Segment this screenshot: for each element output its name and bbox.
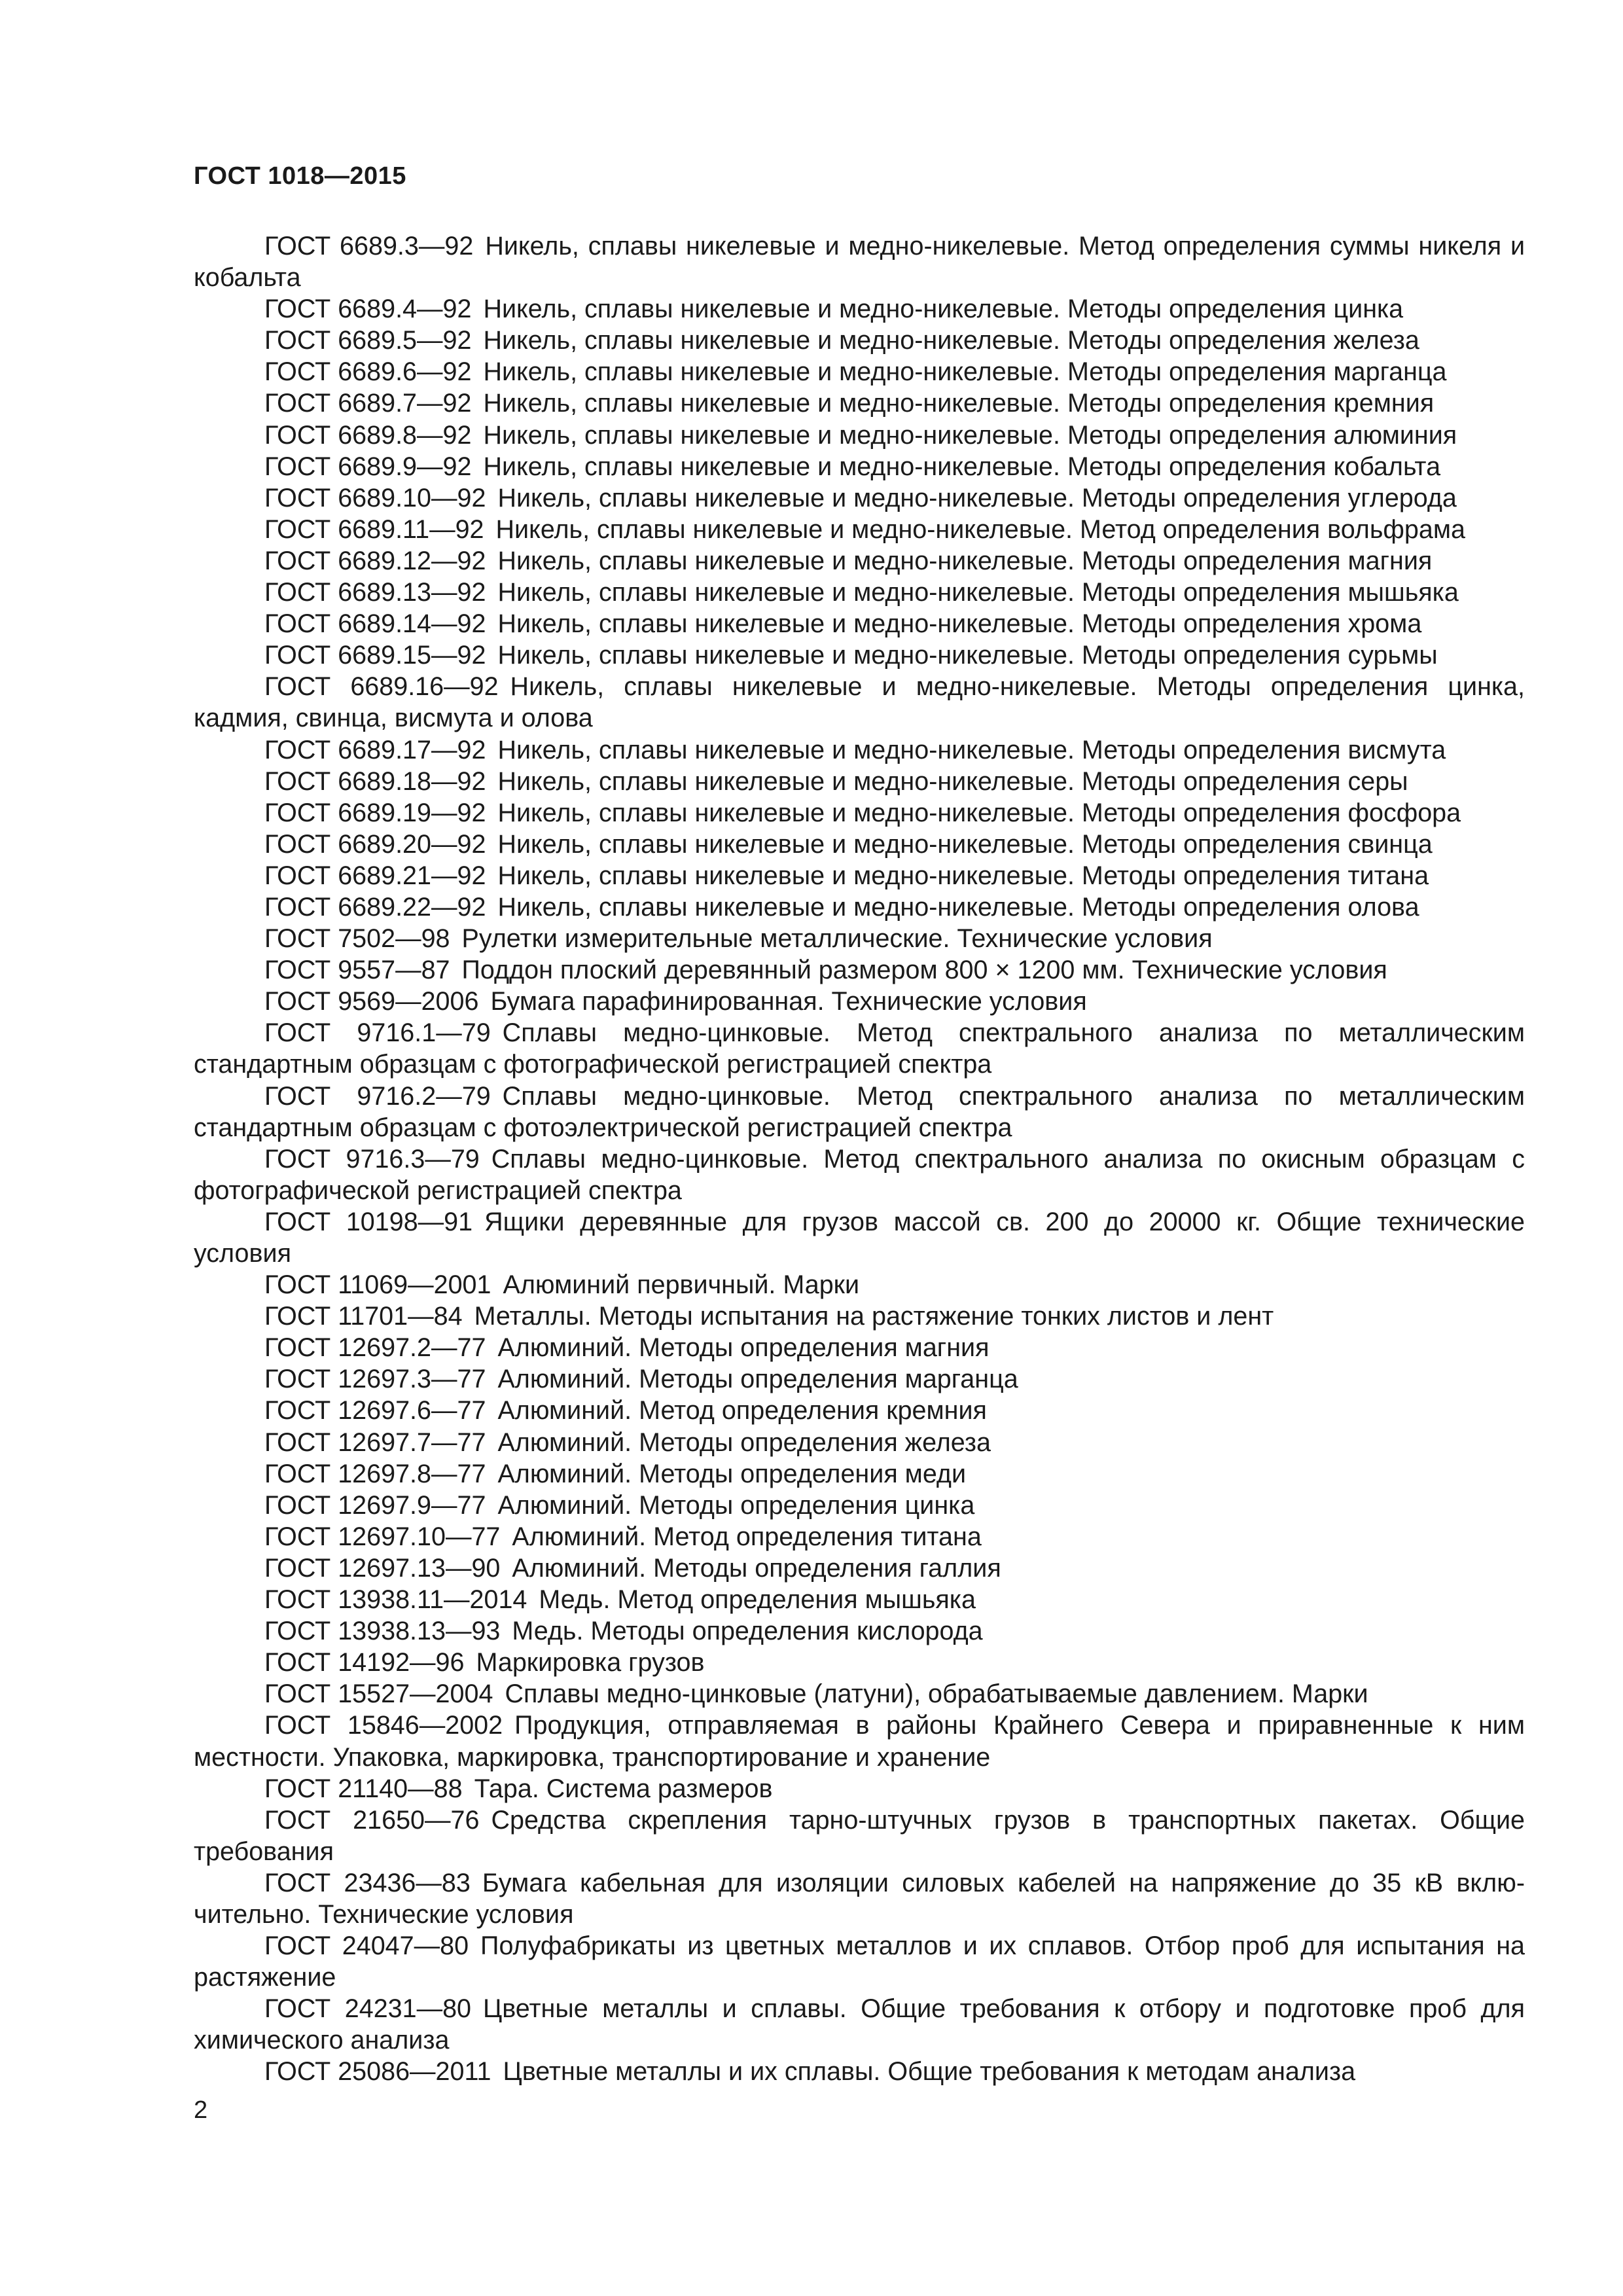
reference-title: Никель, сплавы никелевые и медно-никелевые. Методы определения углерода xyxy=(497,483,1457,512)
reference-entry xyxy=(194,1017,1525,1080)
reference-title: Алюминий первичный. Марки xyxy=(503,1270,860,1300)
reference-entry xyxy=(194,1804,1525,1867)
reference-title: Медь. Метод определения мышьяка xyxy=(539,1585,976,1615)
reference-number: ГОСТ 11701—84 xyxy=(264,1302,463,1331)
reference-entry xyxy=(194,545,1525,577)
reference-number: ГОСТ 6689.15—92 xyxy=(264,641,486,670)
reference-entry xyxy=(194,954,1525,986)
reference-title: Ящики деревянные для грузов массой св. 200 до 20000 кг. Общие технические условия xyxy=(194,1207,1525,1268)
reference-entry xyxy=(194,1552,1525,1584)
reference-number: ГОСТ 12697.13—90 xyxy=(264,1553,501,1583)
reference-number: ГОСТ 6689.10—92 xyxy=(264,483,486,512)
reference-entry xyxy=(194,1930,1525,1993)
reference-number: ГОСТ 9557—87 xyxy=(264,956,450,985)
reference-title: Никель, сплавы никелевые и медно-никелевые. Методы определения хрома xyxy=(497,609,1422,639)
reference-title: Никель, сплавы никелевые и медно-никелевые. Методы определения кремния xyxy=(483,389,1435,418)
reference-title: Никель, сплавы никелевые и медно-никелевые. Методы определения сурьмы xyxy=(497,641,1438,670)
reference-number: ГОСТ 6689.20—92 xyxy=(264,829,486,859)
reference-entry xyxy=(194,1993,1525,2056)
reference-title: Никель, сплавы никелевые и медно-никелевые. Методы определения фосфора xyxy=(497,798,1461,827)
reference-entry xyxy=(194,1206,1525,1269)
normative-references-list xyxy=(194,230,1525,2088)
reference-number: ГОСТ 24047—80 xyxy=(264,1931,469,1961)
reference-title: Бумага парафинированная. Технические условия xyxy=(490,987,1087,1016)
reference-number: ГОСТ 6689.22—92 xyxy=(264,892,486,922)
reference-title: Бумага кабельная для изоляции силовых кабелей на напряжение до 35 кВ включительно. Технические условия xyxy=(194,1868,1525,1929)
reference-number: ГОСТ 13938.11—2014 xyxy=(264,1585,527,1615)
reference-title: Алюминий. Методы определения железа xyxy=(497,1427,991,1457)
reference-entry xyxy=(194,1458,1525,1490)
reference-title: Алюминий. Метод определения титана xyxy=(512,1522,982,1551)
reference-entry xyxy=(194,451,1525,482)
reference-title: Алюминий. Методы определения магния xyxy=(497,1333,990,1363)
reference-number: ГОСТ 6689.4—92 xyxy=(264,295,472,324)
reference-number: ГОСТ 11069—2001 xyxy=(264,1270,491,1300)
reference-number: ГОСТ 6689.7—92 xyxy=(264,389,472,418)
reference-entry xyxy=(194,293,1525,325)
reference-title: Поддон плоский деревянный размером 800 × 1200 мм. Технические условия xyxy=(461,956,1387,985)
reference-entry xyxy=(194,230,1525,293)
reference-title: Алюминий. Методы определения галлия xyxy=(512,1553,1001,1583)
reference-title: Никель, сплавы никелевые и медно-никелевые. Методы определения титана xyxy=(497,861,1429,890)
reference-entry xyxy=(194,639,1525,671)
reference-number: ГОСТ 12697.3—77 xyxy=(264,1365,486,1394)
reference-title: Никель, сплавы никелевые и медно-никелевые. Метод определения суммы никеля и кобальта xyxy=(194,232,1525,293)
reference-entry xyxy=(194,986,1525,1017)
reference-entry xyxy=(194,797,1525,829)
reference-entry xyxy=(194,1395,1525,1426)
reference-number: ГОСТ 6689.18—92 xyxy=(264,766,486,796)
reference-number: ГОСТ 9716.1—79 xyxy=(264,1018,491,1048)
reference-number: ГОСТ 9716.3—79 xyxy=(264,1144,480,1174)
reference-title: Сплавы медно-цинковые. Метод спектрального анализа по металлическим стандартным образцам с фотоэлектрической регистрацией спектра xyxy=(194,1081,1525,1142)
reference-entry xyxy=(194,1521,1525,1552)
reference-title: Цветные металлы и сплавы. Общие требования к отбору и подготовке проб для химического анализа xyxy=(194,1994,1525,2055)
reference-entry xyxy=(194,577,1525,608)
reference-number: ГОСТ 6689.14—92 xyxy=(264,609,486,639)
reference-number: ГОСТ 12697.6—77 xyxy=(264,1396,486,1426)
reference-entry xyxy=(194,891,1525,923)
reference-title: Никель, сплавы никелевые и медно-никелевые. Методы определения магния xyxy=(497,546,1433,575)
reference-entry xyxy=(194,1300,1525,1332)
reference-entry xyxy=(194,1584,1525,1615)
reference-number: ГОСТ 6689.17—92 xyxy=(264,735,486,764)
reference-number: ГОСТ 7502—98 xyxy=(264,924,450,954)
reference-title: Алюминий. Метод определения кремния xyxy=(497,1396,987,1426)
reference-number: ГОСТ 12697.2—77 xyxy=(264,1333,486,1363)
reference-number: ГОСТ 23436—83 xyxy=(264,1868,471,1897)
reference-entry xyxy=(194,1269,1525,1300)
reference-entry xyxy=(194,923,1525,954)
reference-title: Рулетки измерительные металлические. Технические условия xyxy=(461,924,1213,954)
reference-number: ГОСТ 6689.6—92 xyxy=(264,357,472,387)
reference-title: Никель, сплавы никелевые и медно-никелевые. Метод определения вольфрама xyxy=(495,514,1465,544)
reference-entry xyxy=(194,766,1525,797)
reference-title: Алюминий. Методы определения марганца xyxy=(497,1365,1018,1394)
reference-number: ГОСТ 6689.8—92 xyxy=(264,420,472,450)
reference-entry xyxy=(194,1678,1525,1710)
reference-title: Тара. Система размеров xyxy=(474,1774,773,1803)
reference-number: ГОСТ 12697.10—77 xyxy=(264,1522,501,1551)
reference-title: Никель, сплавы никелевые и медно-никелевые. Методы определения свинца xyxy=(497,829,1433,859)
reference-number: ГОСТ 6689.5—92 xyxy=(264,326,472,355)
reference-number: ГОСТ 6689.21—92 xyxy=(264,861,486,890)
reference-number: ГОСТ 6689.9—92 xyxy=(264,452,472,481)
reference-number: ГОСТ 13938.13—93 xyxy=(264,1617,501,1646)
reference-number: ГОСТ 12697.8—77 xyxy=(264,1459,486,1488)
reference-entry xyxy=(194,356,1525,387)
reference-title: Никель, сплавы никелевые и медно-никелевые. Методы определения мышьяка xyxy=(497,578,1459,607)
reference-title: Никель, сплавы никелевые и медно-никелевые. Методы определения железа xyxy=(483,326,1419,355)
reference-entry xyxy=(194,420,1525,451)
reference-entry xyxy=(194,860,1525,891)
reference-number: ГОСТ 15846—2002 xyxy=(264,1711,503,1740)
reference-title: Сплавы медно-цинковые (латуни), обрабатываемые давлением. Марки xyxy=(505,1679,1368,1709)
reference-number: ГОСТ 6689.19—92 xyxy=(264,798,486,827)
reference-title: Средства скрепления тарно-штучных грузов в транспортных пакетах. Общие требования xyxy=(194,1805,1525,1866)
page-number: 2 xyxy=(194,2096,208,2124)
reference-number: ГОСТ 6689.12—92 xyxy=(264,546,486,575)
reference-entry xyxy=(194,1081,1525,1143)
reference-entry xyxy=(194,1143,1525,1206)
reference-entry xyxy=(194,514,1525,545)
reference-entry xyxy=(194,1332,1525,1363)
reference-title: Маркировка грузов xyxy=(476,1648,705,1677)
reference-title: Сплавы медно-цинковые. Метод спектрального анализа по металлическим стандартным образцам с фотографической регистрацией спектра xyxy=(194,1018,1525,1079)
reference-title: Никель, сплавы никелевые и медно-никелевые. Методы определения марганца xyxy=(483,357,1447,387)
reference-title: Никель, сплавы никелевые и медно-никелевые. Методы определения алюминия xyxy=(483,420,1457,450)
reference-number: ГОСТ 10198—91 xyxy=(264,1207,473,1236)
reference-title: Сплавы медно-цинковые. Метод спектрального анализа по окисным образцам с фотографической регистрацией спектра xyxy=(194,1144,1525,1205)
reference-entry xyxy=(194,387,1525,419)
reference-title: Никель, сплавы никелевые и медно-никелевые. Методы определения кобальта xyxy=(483,452,1441,481)
reference-title: Цветные металлы и их сплавы. Общие требования к методам анализа xyxy=(503,2057,1356,2087)
reference-entry xyxy=(194,482,1525,514)
reference-title: Алюминий. Методы определения цинка xyxy=(497,1490,975,1520)
reference-title: Металлы. Методы испытания на растяжение тонких листов и лент xyxy=(474,1302,1274,1331)
reference-number: ГОСТ 6689.16—92 xyxy=(264,672,499,702)
reference-number: ГОСТ 21650—76 xyxy=(264,1805,480,1835)
reference-number: ГОСТ 12697.9—77 xyxy=(264,1490,486,1520)
reference-entry xyxy=(194,2056,1525,2087)
reference-entry xyxy=(194,1490,1525,1521)
reference-title: Алюминий. Методы определения меди xyxy=(497,1459,967,1488)
reference-entry xyxy=(194,1647,1525,1678)
reference-entry xyxy=(194,1867,1525,1930)
reference-number: ГОСТ 6689.11—92 xyxy=(264,514,484,544)
reference-number: ГОСТ 15527—2004 xyxy=(264,1679,493,1709)
reference-number: ГОСТ 24231—80 xyxy=(264,1994,472,2024)
reference-title: Медь. Методы определения кислорода xyxy=(512,1617,983,1646)
reference-entry xyxy=(194,1773,1525,1804)
reference-entry xyxy=(194,829,1525,860)
reference-number: ГОСТ 21140—88 xyxy=(264,1774,463,1803)
reference-title: Никель, сплавы никелевые и медно-никелевые. Методы определения серы xyxy=(497,766,1408,796)
document-code-header: ГОСТ 1018—2015 xyxy=(194,162,406,190)
reference-entry xyxy=(194,1363,1525,1395)
reference-number: ГОСТ 9569—2006 xyxy=(264,987,479,1016)
reference-entry xyxy=(194,325,1525,356)
reference-number: ГОСТ 9716.2—79 xyxy=(264,1081,491,1111)
reference-entry xyxy=(194,608,1525,639)
reference-entry xyxy=(194,1615,1525,1647)
reference-number: ГОСТ 12697.7—77 xyxy=(264,1427,486,1457)
reference-number: ГОСТ 6689.13—92 xyxy=(264,578,486,607)
reference-entry xyxy=(194,734,1525,766)
reference-number: ГОСТ 6689.3—92 xyxy=(264,232,474,260)
reference-entry xyxy=(194,1710,1525,1772)
reference-title: Продукция, отправляемая в районы Крайнего Севера и приравненные к ним местности. Упаковка, маркировка, транспортирование и хранение xyxy=(194,1711,1525,1772)
reference-title: Полуфабрикаты из цветных металлов и их сплавов. Отбор проб для испытания на растяжение xyxy=(194,1931,1525,1992)
reference-entry xyxy=(194,671,1525,734)
reference-title: Никель, сплавы никелевые и медно-никелевые. Методы определения висмута xyxy=(497,735,1446,764)
reference-number: ГОСТ 25086—2011 xyxy=(264,2057,491,2087)
reference-entry xyxy=(194,1427,1525,1458)
reference-title: Никель, сплавы никелевые и медно-никелевые. Методы определения цинка, кадмия, свинца, висмута и олова xyxy=(194,672,1525,733)
reference-title: Никель, сплавы никелевые и медно-никелевые. Методы определения олова xyxy=(497,892,1419,922)
reference-title: Никель, сплавы никелевые и медно-никелевые. Методы определения цинка xyxy=(483,295,1404,324)
reference-number: ГОСТ 14192—96 xyxy=(264,1648,465,1677)
